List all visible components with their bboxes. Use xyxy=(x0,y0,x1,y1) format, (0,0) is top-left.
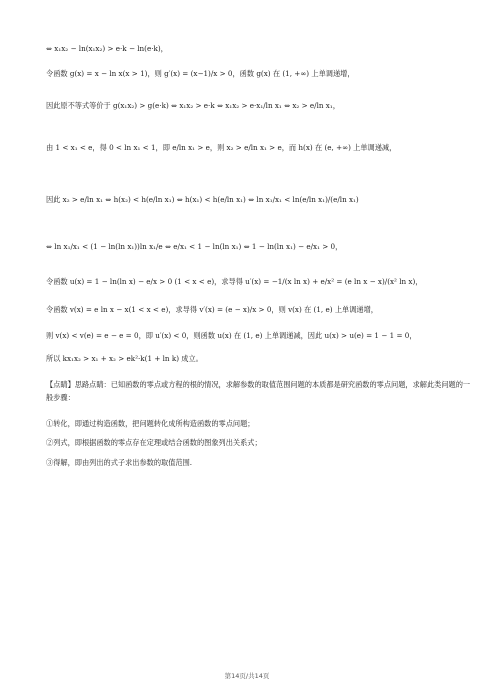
equation-line-3: 因此原不等式等价于 g(x₁x₂) > g(e·k) ⇔ x₁x₂ > e·k ⇔ x₁x₂ > e·x₁/ln x₁ ⇔ x₂ > e/ln x₁， xyxy=(46,101,340,110)
equation-line-4: 由 1 < x₁ < e，得 0 < ln x₁ < 1，即 e/ln x₁ > e，则 x₂ > e/ln x₁ > e，而 h(x) 在 (e, +∞) 上单调递减， xyxy=(46,143,397,152)
equation-line-1: ⇔ x₁x₂ − ln(x₁x₂) > e·k − ln(e·k)， xyxy=(46,44,168,53)
note-step-2: ②列式，即根据函数的零点存在定理或结合函数的图象列出关系式； xyxy=(46,438,262,447)
equation-line-5: 因此 x₂ > e/ln x₁ ⇔ h(x₂) < h(e/ln x₁) ⇔ h(x₁) < h(e/ln x₁) ⇔ ln x₁/x₁ < ln(e/ln x₁)/(e/ln x₁) xyxy=(46,195,359,204)
equation-line-9: 则 v(x) < v(e) = e − e = 0，即 u′(x) < 0，则函数 u(x) 在 (1, e) 上单调递减，因此 u(x) > u(e) = 1 − 1 = 0， xyxy=(46,331,417,340)
page-number: 第14页/共14页 xyxy=(224,672,270,680)
note-text: 思路点睛：已知函数的零点或方程的根的情况，求解参数的取值范围问题的本质都是研究函数的零点问题，求解此类问题的一般步骤： xyxy=(46,380,471,402)
equation-line-6: ⇔ ln x₁/x₁ < (1 − ln(ln x₁))ln x₁/e ⇔ e/x₁ < 1 − ln(ln x₁) ⇔ 1 − ln(ln x₁) − e/x₁ > 0， xyxy=(46,242,343,251)
note-step-1: ①转化，即通过构造函数，把问题转化成所构造函数的零点问题； xyxy=(46,419,255,428)
equation-line-10: 所以 kx₁x₂ > x₁ + x₂ > ek²·k(1 + ln k) 成立。 xyxy=(46,354,203,363)
note-step-3: ③得解，即由列出的式子求出参数的取值范围. xyxy=(46,458,193,467)
equation-line-7: 令函数 u(x) = 1 − ln(ln x) − e/x > 0 (1 < x < e)，求导得 u′(x) = −1/(x ln x) + e/x² = (e ln x − x)/(x² ln x)， xyxy=(46,277,423,286)
equation-line-8: 令函数 v(x) = e ln x − x(1 < x < e)，求导得 v′(x) = (e − x)/x > 0，则 v(x) 在 (1, e) 上单调递增， xyxy=(46,305,378,314)
note-heading: 【点睛】 xyxy=(46,380,75,389)
note-paragraph xyxy=(46,378,474,404)
equation-line-2: 令函数 g(x) = x − ln x(x > 1)，则 g′(x) = (x−1)/x > 0，函数 g(x) 在 (1, +∞) 上单调递增， xyxy=(46,69,355,78)
